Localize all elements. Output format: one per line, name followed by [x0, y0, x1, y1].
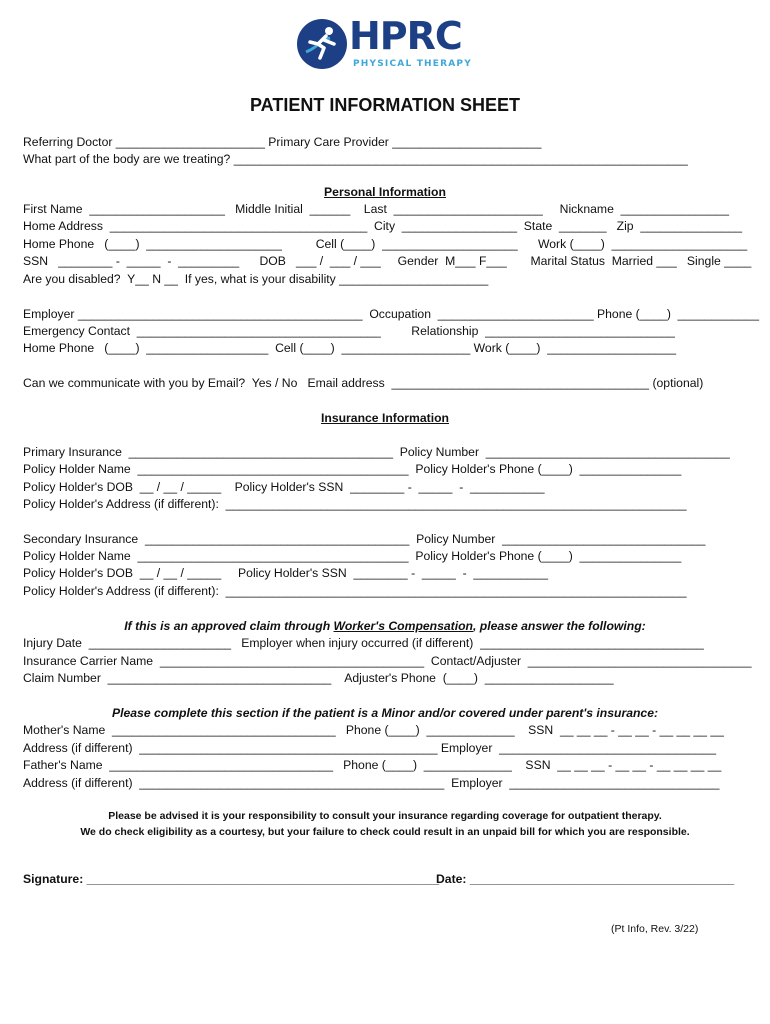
logo-wordmark: HPRC — [349, 14, 462, 58]
secondary-holder-name-line[interactable]: Policy Holder Name ________________________________________ Policy Holder's Phone (____) _______________ — [23, 549, 682, 563]
insurance-carrier-line[interactable]: Insurance Carrier Name _______________________________________ Contact/Adjuster _________________________________ — [23, 654, 752, 668]
referring-doctor-line[interactable]: Referring Doctor ______________________ Primary Care Provider ______________________ — [23, 135, 542, 149]
insurance-info-heading: Insurance Information — [321, 411, 449, 425]
emergency-phone-line[interactable]: Home Phone (____) __________________ Cell (____) ___________________ Work (____) ___________________ — [23, 341, 677, 355]
claim-number-line[interactable]: Claim Number _________________________________ Adjuster's Phone (____) ___________________ — [23, 671, 614, 685]
name-line[interactable]: First Name ____________________ Middle Initial ______ Last ______________________ Nickname ________________ — [23, 202, 730, 216]
body-part-line[interactable]: What part of the body are we treating? ___________________________________________________________________ — [23, 152, 688, 166]
phone-line[interactable]: Home Phone (____) ____________________ Cell (____) ____________________ Work (____) ____________________ — [23, 237, 748, 251]
secondary-holder-address-line[interactable]: Policy Holder's Address (if different): ____________________________________________________________________ — [23, 584, 687, 598]
primary-holder-dob-line[interactable]: Policy Holder's DOB __ / __ / _____ Policy Holder's SSN ________ - _____ - ___________ — [23, 480, 545, 494]
primary-insurance-line[interactable]: Primary Insurance _______________________________________ Policy Number ____________________________________ — [23, 445, 730, 459]
mother-address-line[interactable]: Address (if different) ____________________________________________ Employer ________________________________ — [23, 741, 717, 755]
runner-logo-icon — [296, 18, 348, 70]
email-line[interactable]: Can we communicate with you by Email? Yes / No Email address ______________________________________ (optional) — [23, 376, 704, 390]
employer-line[interactable]: Employer __________________________________________ Occupation _______________________ Phone (____) ____________ — [23, 307, 759, 321]
minor-section-heading: Please complete this section if the patient is a Minor and/or covered under parent's insurance: — [111, 706, 659, 720]
page-title: PATIENT INFORMATION SHEET — [250, 95, 520, 115]
signature-field[interactable]: Signature: ____________________________________________________ — [23, 872, 440, 886]
personal-info-heading: Personal Information — [324, 185, 446, 199]
disability-line[interactable]: Are you disabled? Y__ N __ If yes, what is your disability ______________________ — [23, 272, 489, 286]
home-address-line[interactable]: Home Address ______________________________________ City _________________ State _______ Zip _______________ — [23, 219, 743, 233]
responsibility-notice: Please be advised it is your responsibility to consult your insurance regarding coverage for outpatient therapy. — [108, 810, 662, 822]
injury-date-line[interactable]: Injury Date _____________________ Employer when injury occurred (if different) _________________________________ — [23, 636, 704, 650]
primary-holder-address-line[interactable]: Policy Holder's Address (if different): ____________________________________________________________________ — [23, 497, 687, 511]
secondary-insurance-line[interactable]: Secondary Insurance _______________________________________ Policy Number ______________________________ — [23, 532, 706, 546]
secondary-holder-dob-line[interactable]: Policy Holder's DOB __ / __ / _____ Policy Holder's SSN ________ - _____ - ___________ — [23, 566, 548, 580]
father-address-line[interactable]: Address (if different) _____________________________________________ Employer _______________________________ — [23, 776, 720, 790]
hprc-logo — [296, 14, 476, 74]
emergency-contact-line[interactable]: Emergency Contact ____________________________________ Relationship ____________________________ — [23, 324, 675, 338]
ssn-dob-line[interactable]: SSN ________ - _____ - _________ DOB ___ / ___ / ___ Gender M___ F___ Marital Status Married ___ Single ____ — [23, 254, 752, 268]
eligibility-notice: We do check eligibility as a courtesy, but your failure to check could result in an unpaid bill for which you are responsible. — [80, 826, 690, 838]
mother-name-line[interactable]: Mother's Name _________________________________ Phone (____) _____________ SSN __ __ __ - __ __ - __ __ __ __ — [23, 723, 724, 737]
logo-subtitle: PHYSICAL THERAPY — [353, 59, 472, 69]
date-field[interactable]: Date: _______________________________________ — [436, 872, 735, 886]
revision-label: (Pt Info, Rev. 3/22) — [611, 923, 699, 935]
father-name-line[interactable]: Father's Name _________________________________ Phone (____) _____________ SSN __ __ __ - __ __ - __ __ __ __ — [23, 758, 722, 772]
workers-comp-heading: If this is an approved claim through Worker's Compensation, please answer the following: — [124, 619, 646, 633]
primary-holder-name-line[interactable]: Policy Holder Name ________________________________________ Policy Holder's Phone (____) _______________ — [23, 462, 682, 476]
